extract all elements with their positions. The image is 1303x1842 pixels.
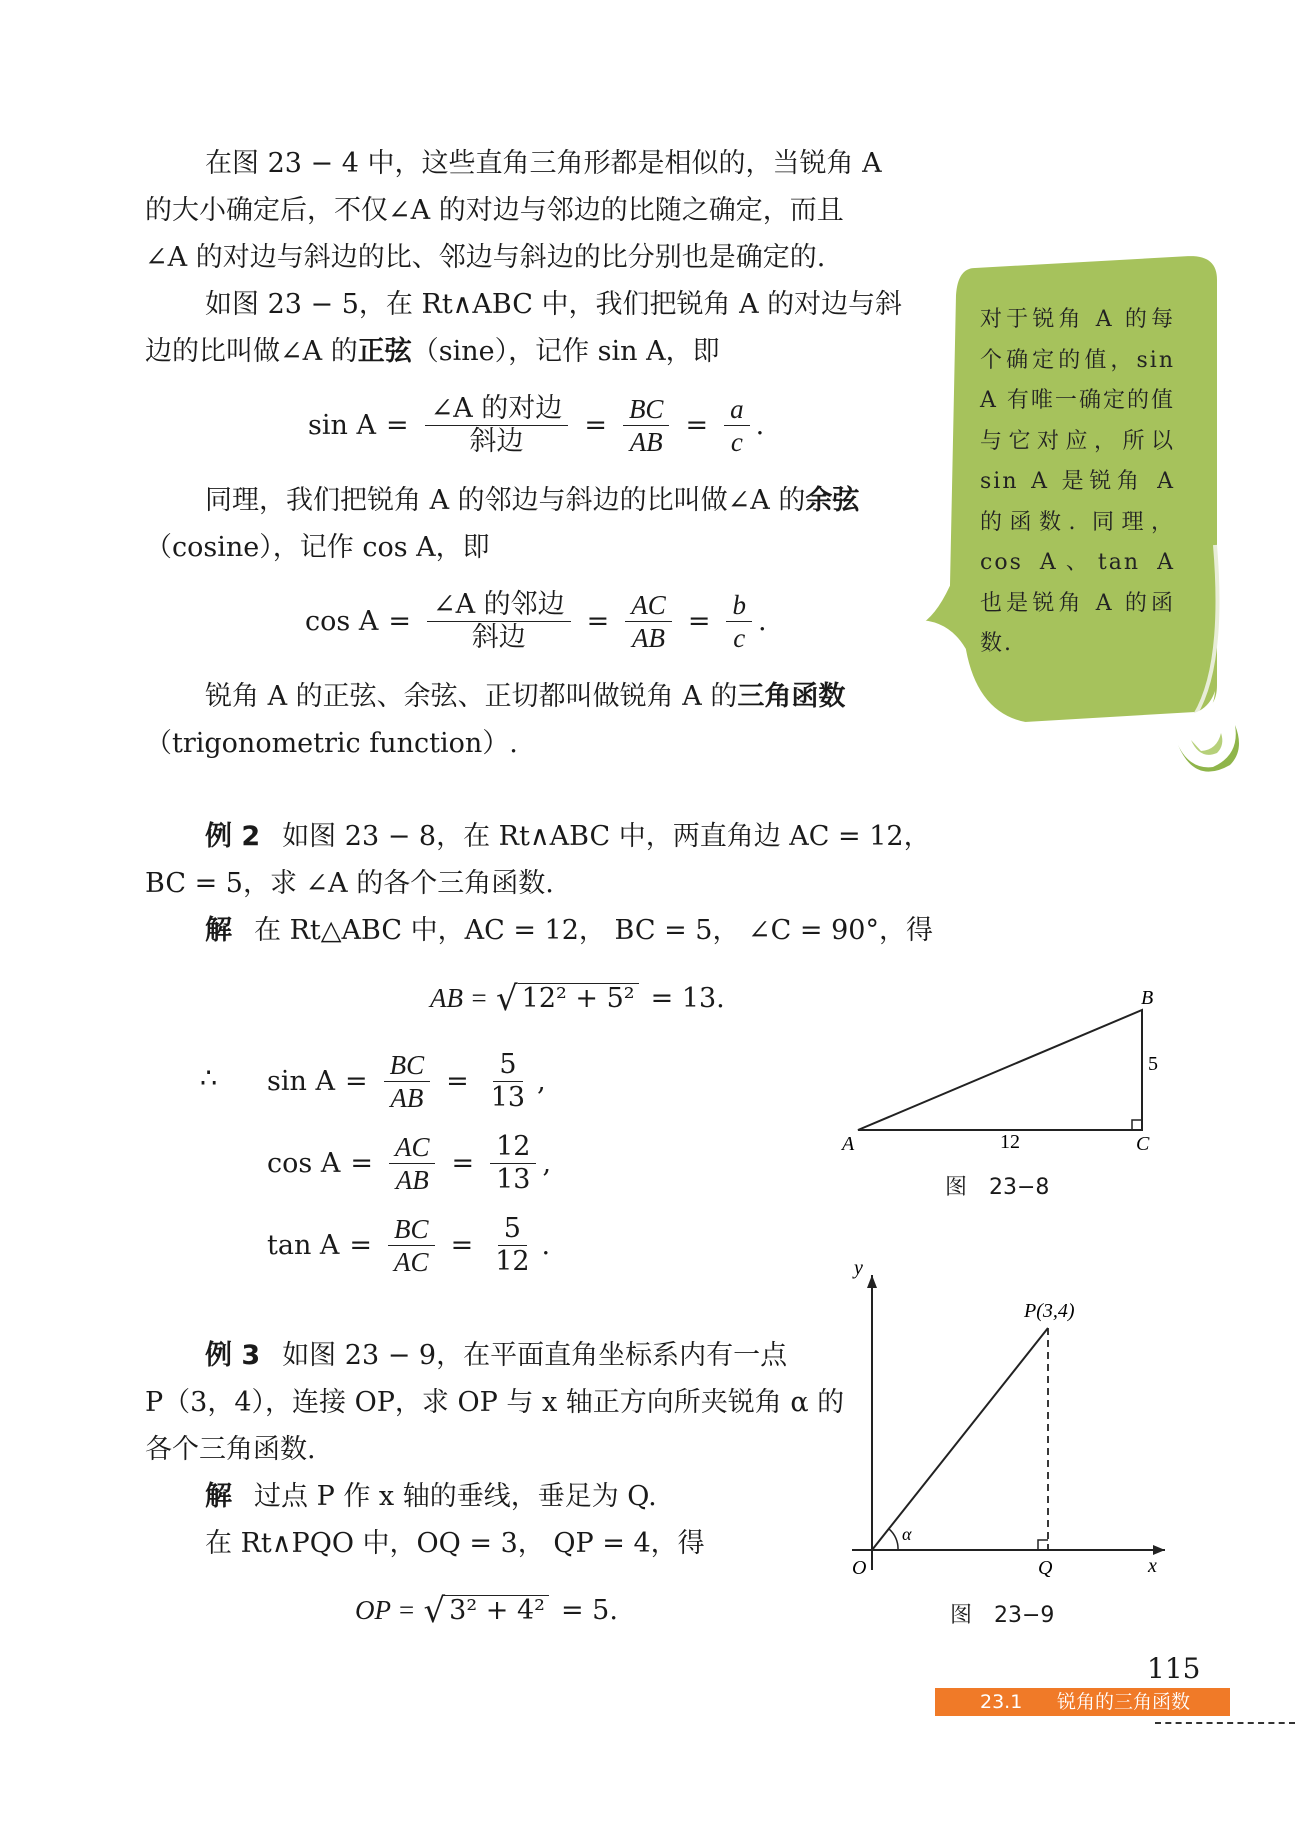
fraction: $\frac{\text{∠A 的邻边}}{\text{斜边}}$: [427, 589, 571, 654]
figure-23-8-caption: 图 23−8: [945, 1175, 1050, 1200]
segment-op: [872, 1328, 1048, 1550]
op-equation: OP = √ 3² + 4² = 5.: [355, 1591, 618, 1631]
fraction: $\frac{BC}{AB}$: [623, 393, 670, 458]
footer-dashed-rule: [1155, 1722, 1295, 1724]
fraction: $\frac{5}{13}$: [490, 1049, 526, 1113]
fraction: $\frac{AC}{AB}$: [389, 1131, 436, 1196]
fraction: $\frac{b}{c}$: [726, 589, 752, 654]
point-q-label: Q: [1038, 1557, 1053, 1579]
example2-label: 例 2: [205, 821, 261, 852]
sin-definition-equation: sin A = $\frac{\text{∠A 的对边}}{\text{斜边}}$ = $\frac{BC}{AB}$ = $\frac{a}{c}$ .: [308, 393, 765, 457]
fraction: $\frac{BC}{AB}$: [384, 1049, 431, 1114]
para1-line1: 在图 23 − 4 中，这些直角三角形都是相似的，当锐角 A: [205, 148, 882, 179]
fraction: $\frac{12}{13}$: [490, 1131, 536, 1196]
side-bc-label: 5: [1148, 1053, 1158, 1075]
ex2-cos-equation: cos A = $\frac{AC}{AB}$ = $\frac{12}{13}$ ,: [267, 1131, 552, 1195]
para1-line3: ∠A 的对边与斜边的比、邻边与斜边的比分别也是确定的.: [145, 242, 826, 273]
side-ac-label: 12: [1000, 1131, 1020, 1153]
square-root: √ 12² + 5²: [496, 983, 639, 1014]
angle-alpha-label: α: [902, 1524, 912, 1544]
ex2-tan-equation: tan A = $\frac{BC}{AC}$ = $\frac{5}{12}$ .: [267, 1213, 551, 1277]
fraction: $\frac{a}{c}$: [724, 393, 750, 458]
example3-solution-line2: 在 Rt∧PQO 中，OQ = 3， QP = 4，得: [205, 1528, 705, 1559]
para2-line1: 如图 23 − 5，在 Rt∧ABC 中，我们把锐角 A 的对边与斜: [205, 289, 903, 320]
cos-definition-equation: cos A = $\frac{\text{∠A 的邻边}}{\text{斜边}}$ = $\frac{AC}{AB}$ = $\frac{b}{c}$ .: [305, 589, 767, 653]
ab-equation: AB = √ 12² + 5² = 13.: [430, 979, 725, 1019]
section-title: 锐角的三角函数: [1057, 1691, 1191, 1713]
figure-23-9: [840, 1260, 1180, 1585]
y-axis-label: y: [854, 1260, 863, 1279]
para3-line2: （cosine），记作 cos A，即: [145, 532, 490, 563]
x-axis-label: x: [1148, 1555, 1157, 1577]
para4-line1: 锐角 A 的正弦、余弦、正切都叫做锐角 A 的三角函数: [205, 681, 846, 712]
fraction: $\frac{\text{∠A 的对边}}{\text{斜边}}$: [425, 393, 569, 458]
example2-line1: 例 2 如图 23 − 8，在 Rt∧ABC 中，两直角边 AC = 12，: [205, 821, 931, 852]
fraction: $\frac{BC}{AC}$: [388, 1213, 435, 1278]
example3-line1: 例 3 如图 23 − 9，在平面直角坐标系内有一点: [205, 1340, 788, 1371]
vertex-b-label: B: [1141, 990, 1154, 1009]
therefore-symbol: ∴: [200, 1063, 218, 1094]
solution-label: 解: [205, 1481, 232, 1512]
page-number: 115: [1147, 1652, 1201, 1685]
margin-note: 对于锐角 A 的每个确定的值，sin A 有唯一确定的值与它对应，所以 sin A 是锐角 A 的函数. 同理，cos A、tan A 也是锐角 A 的函数.: [980, 307, 1175, 656]
para1-line2: 的大小确定后，不仅∠A 的对边与邻边的比随之确定，而且: [145, 195, 844, 226]
swirl-icon: [1178, 725, 1239, 772]
fraction: $\frac{5}{12}$: [495, 1213, 530, 1277]
para4-line2: （trigonometric function）.: [145, 728, 518, 759]
para3-line1: 同理，我们把锐角 A 的邻边与斜边的比叫做∠A 的余弦: [205, 485, 860, 516]
example3-line3: 各个三角函数.: [145, 1434, 316, 1465]
example3-label: 例 3: [205, 1340, 261, 1371]
vertex-a-label: A: [842, 1133, 855, 1155]
origin-label: O: [852, 1557, 867, 1579]
section-number: 23.1: [980, 1691, 1023, 1713]
term-cosine: 余弦: [805, 485, 860, 516]
example2-solution: 解 在 Rt△ABC 中，AC = 12， BC = 5， ∠C = 90°，得: [205, 915, 933, 946]
example3-solution: 解 过点 P 作 x 轴的垂线，垂足为 Q.: [205, 1481, 657, 1512]
vertex-c-label: C: [1136, 1133, 1150, 1155]
fraction: $\frac{AC}{AB}$: [625, 589, 672, 654]
solution-label: 解: [205, 915, 232, 946]
section-bar: [935, 1688, 1230, 1716]
example3-line2: P（3，4），连接 OP，求 OP 与 x 轴正方向所夹锐角 α 的: [145, 1387, 845, 1418]
example2-line2: BC = 5，求 ∠A 的各个三角函数.: [145, 868, 554, 899]
figure-23-9-caption: 图 23−9: [950, 1603, 1055, 1628]
point-p-label: P(3,4): [1024, 1300, 1075, 1322]
term-sine: 正弦: [357, 336, 412, 367]
term-trig-function: 三角函数: [737, 681, 846, 712]
para2-line2: 边的比叫做∠A 的正弦（sine），记作 sin A，即: [145, 336, 720, 367]
figure-23-8: [830, 990, 1170, 1160]
ex2-sin-equation: sin A = $\frac{BC}{AB}$ = $\frac{5}{13}$ ,: [267, 1049, 546, 1113]
square-root: √ 3² + 4²: [423, 1595, 548, 1626]
